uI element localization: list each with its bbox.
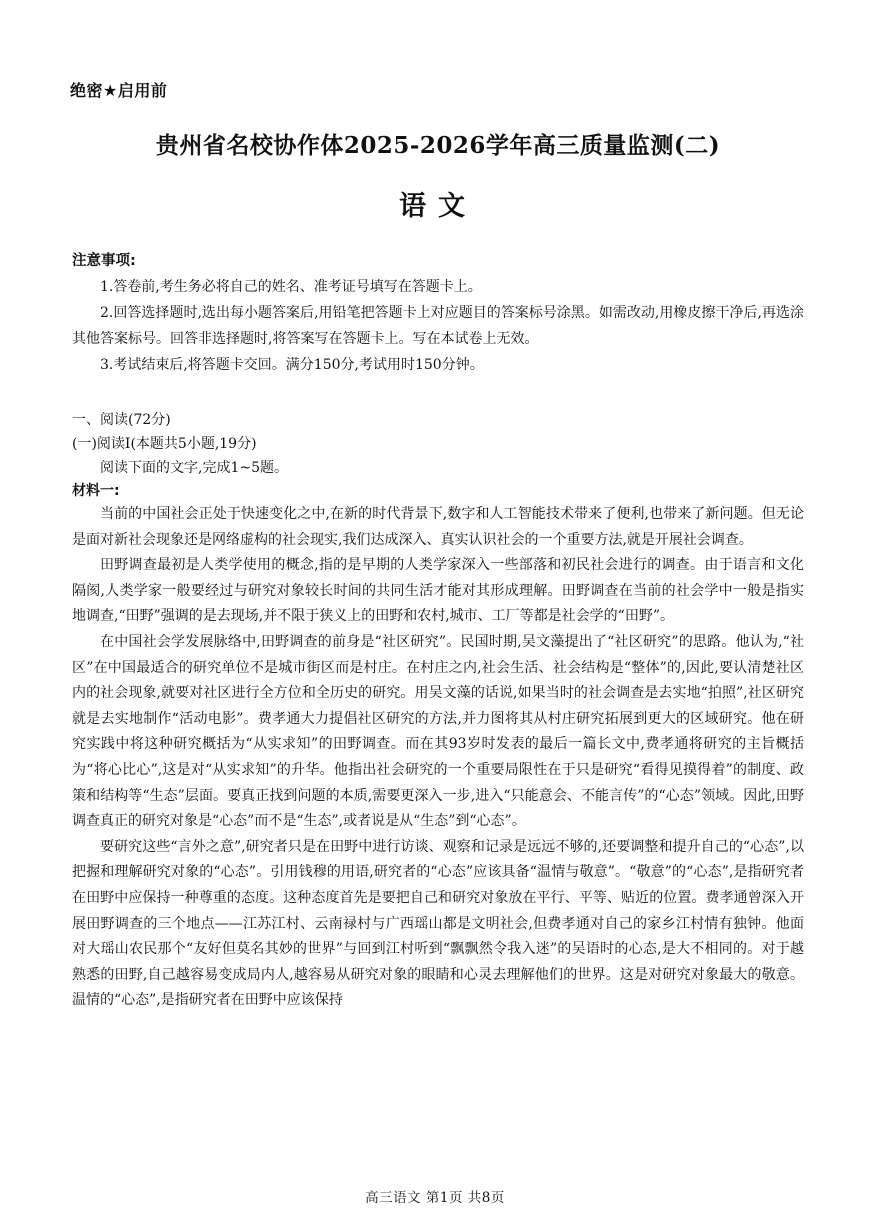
material-label: 材料一: <box>72 483 120 499</box>
notice-item: 1.答卷前,考生务必将自己的姓名、准考证号填写在答题卡上。 <box>100 279 482 295</box>
part-title: 一、阅读(72分) <box>72 412 171 428</box>
sub-section-title: (一)阅读Ⅰ(本题共5小题,19分) <box>72 436 257 452</box>
subject-title: 语文 <box>399 191 477 222</box>
exam-page <box>72 70 804 1014</box>
instruction: 阅读下面的文字,完成1~5题。 <box>100 460 288 476</box>
page-footer: 高三语文 第1页 共8页 <box>365 1190 505 1206</box>
exam-title: 贵州省名校协作体2025-2026学年高三质量监测(二) <box>155 132 721 159</box>
confidential-mark: 绝密★启用前 <box>70 81 168 100</box>
passage-paragraph: 当前的中国社会正处于快速变化之中,在新的时代背景下,数字和人工智能技术带来了便利,也带来了新问题。但无论是面对新社会现象还是网络虚构的社会现实,我们达成深入、真实认识社会的一个重要方法,就是开展社会调查。 <box>72 506 804 548</box>
notice-heading: 注意事项: <box>72 253 136 269</box>
passage-paragraph: 在中国社会学发展脉络中,田野调查的前身是“社区研究”。民国时期,吴文藻提出了“社区研究”的思路。他认为,“社区”在中国最适合的研究单位不是城市街区而是村庄。在村庄之内,社会生活、社会结构是“整体”的,因此,要认清楚社区内的社会现象,就要对社区进行全方位和全历史的研究。用吴文藻的话说,如果当时的社会调查是去实地“拍照”,社区研究就是去实地制作“活动电影”。费孝通大力提倡社区研究的方法,并力图将其从村庄研究拓展到更大的区域研究。他在研究实践中将这种研究概括为“从实求知”的田野调查。而在其93岁时发表的最后一篇长文中,费孝通将研究的主旨概括为“将心比心”,这是对“从实求知”的升华。他指出社会研究的一个重要局限性在于只是研究“看得见摸得着”的制度、政策和结构等“生态”层面。要真正找到问题的本质,需要更深入一步,进入“只能意会、不能言传”的“心态”领域。因此,田野调查真正的研究对象是“心态”而不是“生态”,或者说是从“生态”到“心态”。 <box>72 633 804 830</box>
passage-paragraph: 要研究这些“言外之意”,研究者只是在田野中进行访谈、观察和记录是远远不够的,还要调整和提升自己的“心态”,以把握和理解研究对象的“心态”。引用钱穆的用语,研究者的“心态”应该具备“温情与敬意”。“敬意”的“心态”,是指研究者在田野中应保持一种尊重的态度。这种态度首先是要把自己和研究对象放在平行、平等、贴近的位置。费孝通曾深入开展田野调查的三个地点——江苏江村、云南禄村与广西瑶山都是文明社会,但费孝通对自己的家乡江村情有独钟。他面对大瑶山农民那个“友好但莫名其妙的世界”与回到江村听到“飘飘然令我入迷”的吴语时的心态,是大不相同的。对于越熟悉的田野,自己越容易变成局内人,越容易从研究对象的眼睛和心灵去理解他们的世界。这是对研究对象最大的敬意。温情的“心态”,是指研究者在田野中应该保持 <box>72 838 804 1009</box>
reading-passage <box>72 502 804 1014</box>
notice-item: 2.回答选择题时,选出每小题答案后,用铅笔把答题卡上对应题目的答案标号涂黑。如需改动,用橡皮擦干净后,再选涂其他答案标号。回答非选择题时,将答案写在答题卡上。写在本试卷上无效。 <box>72 305 804 347</box>
notice-item: 3.考试结束后,将答题卡交回。满分150分,考试用时150分钟。 <box>100 357 484 373</box>
passage-paragraph: 田野调查最初是人类学使用的概念,指的是早期的人类学家深入一些部落和初民社会进行的调查。由于语言和文化隔阂,人类学家一般要经过与研究对象较长时间的共同生活才能对其形成理解。田野调查在当前的社会学中一般是指实地调查,“田野”强调的是去现场,并不限于狭义上的田野和农村,城市、工厂等都是社会学的“田野”。 <box>72 557 804 625</box>
notice-list <box>72 274 804 378</box>
